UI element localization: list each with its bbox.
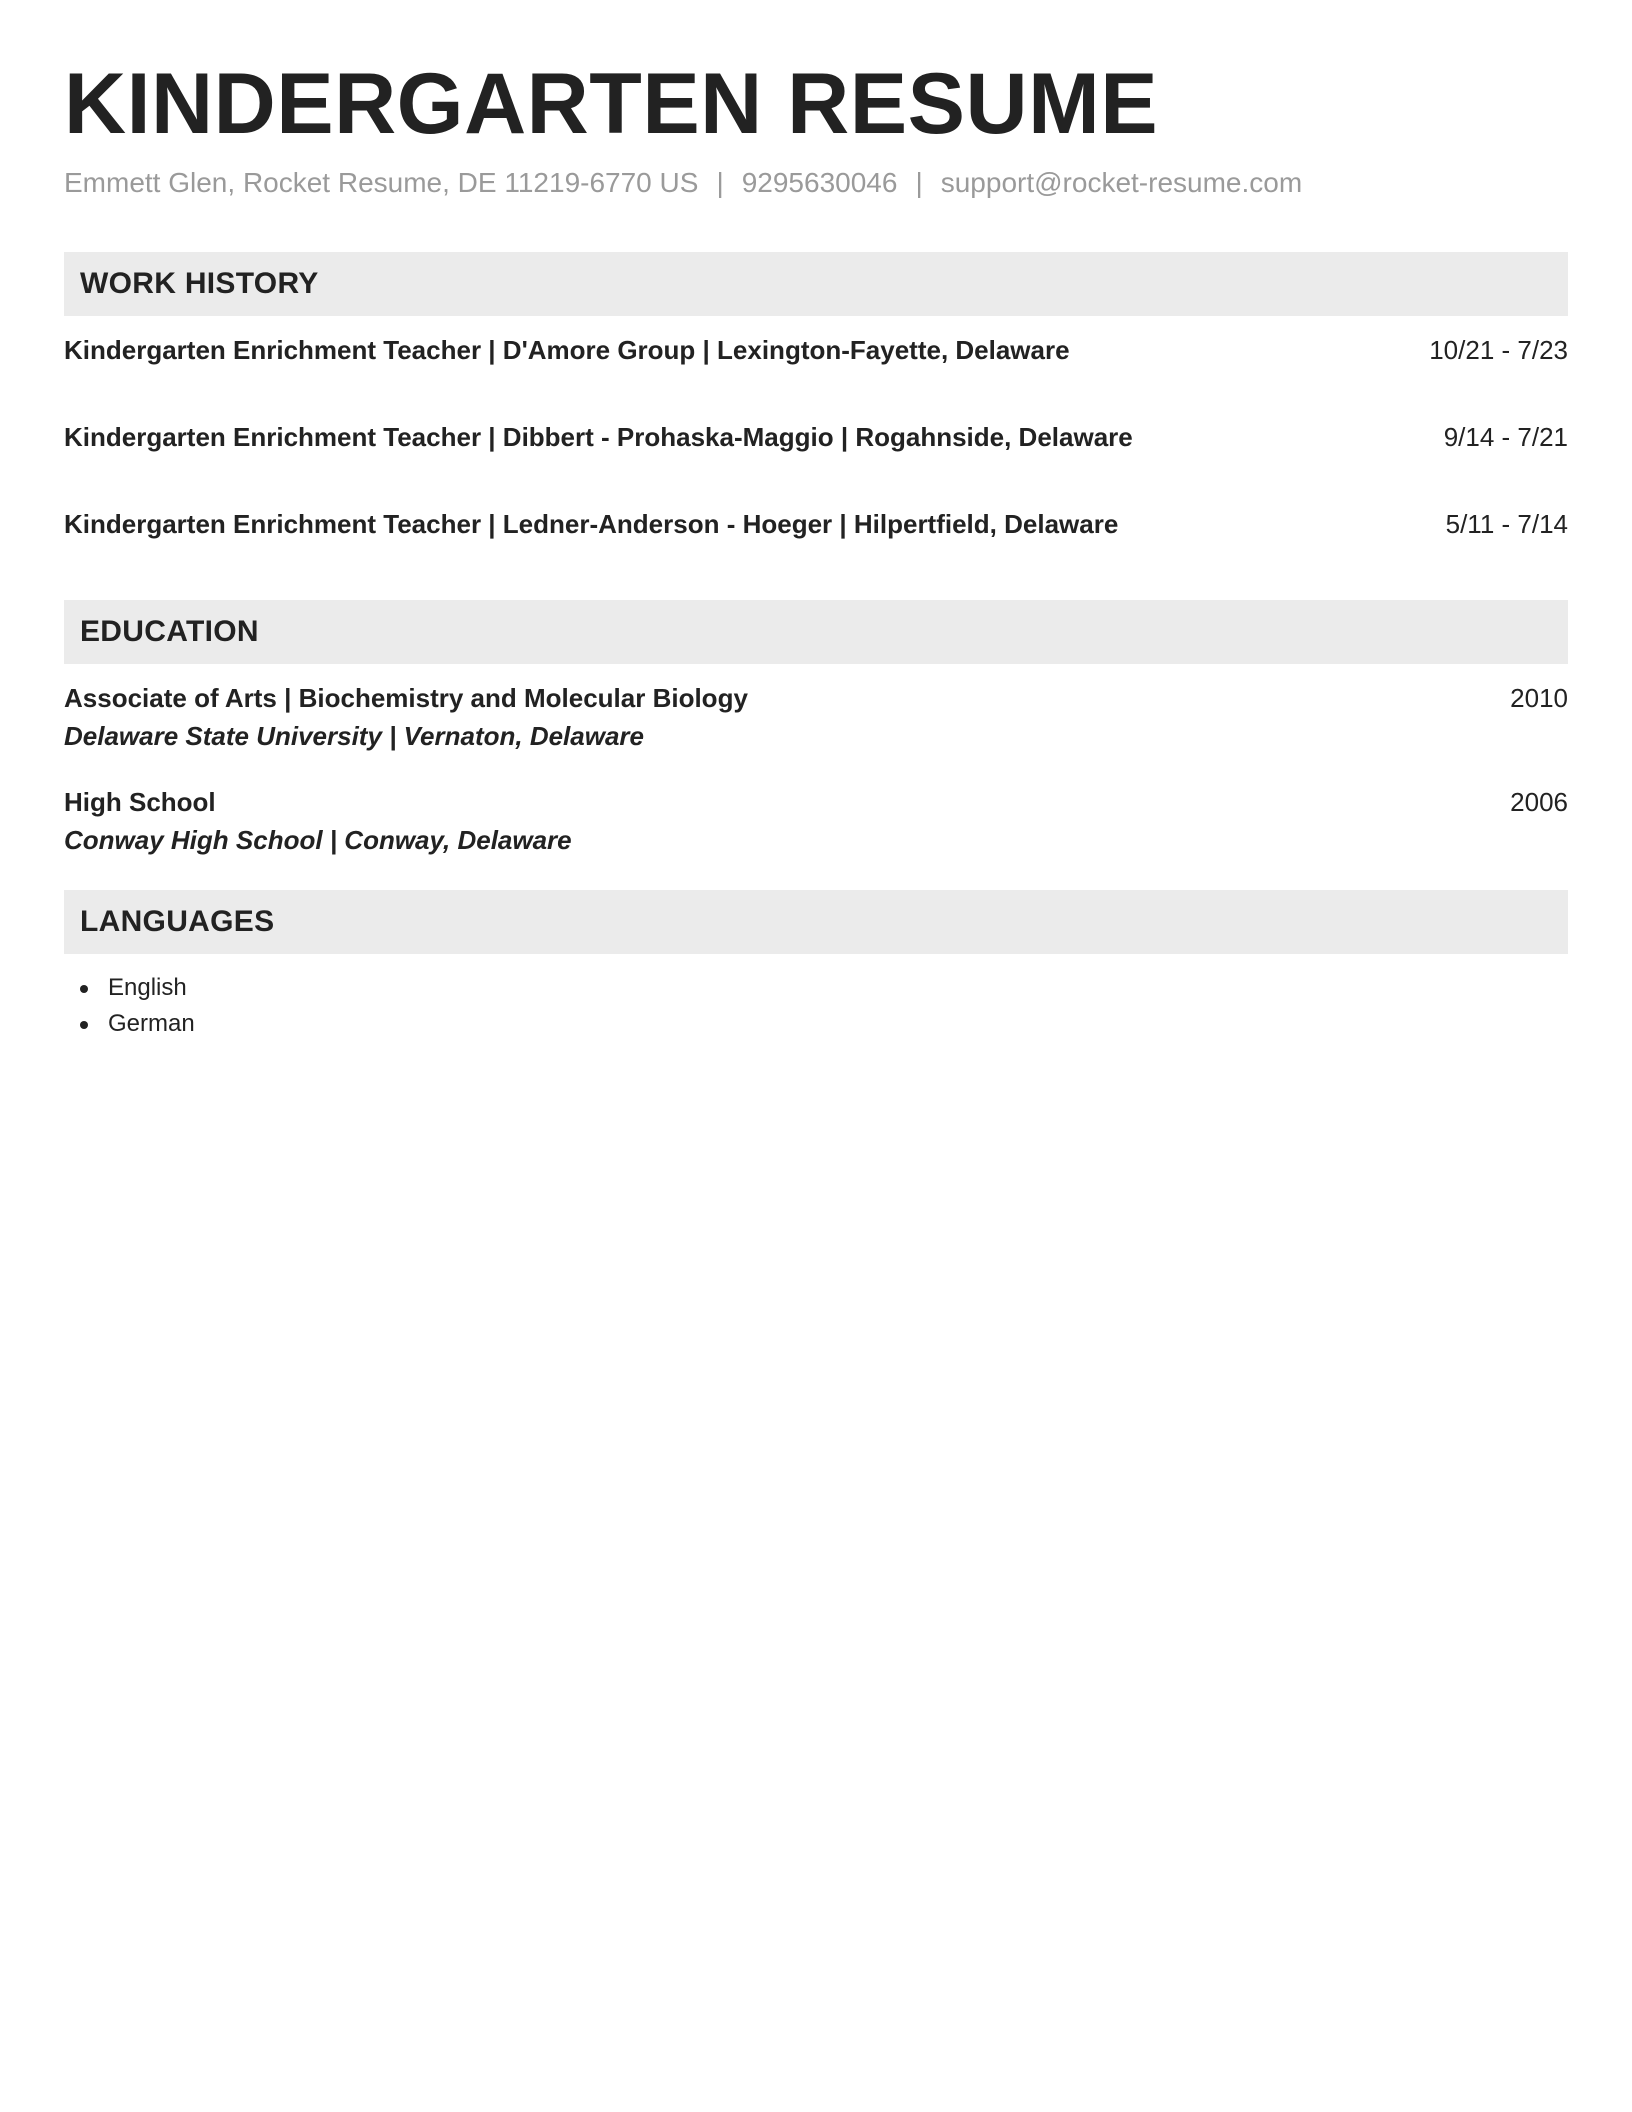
resume-title: KINDERGARTEN RESUME (64, 56, 1159, 152)
bullet-icon (80, 985, 88, 993)
work-history-list (64, 316, 1568, 560)
job-dates: 5/11 - 7/14 (1445, 509, 1568, 539)
contact-address: Emmett Glen, Rocket Resume, DE 11219-6770 US (64, 167, 699, 198)
section-header-work-history: WORK HISTORY (64, 252, 1568, 316)
contact-phone: 9295630046 (741, 167, 898, 198)
education-year: 2006 (1510, 787, 1568, 817)
language-label: German (108, 1010, 195, 1037)
education-item (64, 786, 1568, 856)
language-item (64, 1006, 1568, 1042)
education-item (64, 682, 1568, 752)
education-degree: Associate of Arts | Biochemistry and Molecular Biology (64, 683, 748, 713)
job-dates: 10/21 - 7/23 (1429, 335, 1568, 365)
education-degree: High School (64, 787, 216, 817)
education-list (64, 664, 1568, 856)
section-header-languages: LANGUAGES (64, 890, 1568, 954)
contact-line (64, 166, 1568, 200)
contact-email[interactable]: support@rocket-resume.com (940, 167, 1303, 198)
contact-separator: | (716, 167, 724, 198)
job-dates: 9/14 - 7/21 (1443, 422, 1568, 452)
work-history-item (64, 334, 1568, 421)
language-label: English (108, 974, 187, 1001)
education-school: Delaware State University | Vernaton, Delaware (64, 721, 644, 751)
job-title: Kindergarten Enrichment Teacher | Ledner-Anderson - Hoeger | Hilpertfield, Delaware (64, 509, 1119, 539)
job-title: Kindergarten Enrichment Teacher | D'Amore Group | Lexington-Fayette, Delaware (64, 335, 1070, 365)
language-item (64, 970, 1568, 1006)
education-year: 2010 (1510, 683, 1568, 713)
languages-list (64, 954, 1568, 1042)
work-history-item (64, 421, 1568, 508)
bullet-icon (80, 1021, 88, 1029)
contact-separator: | (915, 167, 923, 198)
education-school: Conway High School | Conway, Delaware (64, 825, 572, 855)
job-title: Kindergarten Enrichment Teacher | Dibbert - Prohaska-Maggio | Rogahnside, Delaware (64, 422, 1133, 452)
work-history-item (64, 508, 1568, 560)
section-header-education: EDUCATION (64, 600, 1568, 664)
